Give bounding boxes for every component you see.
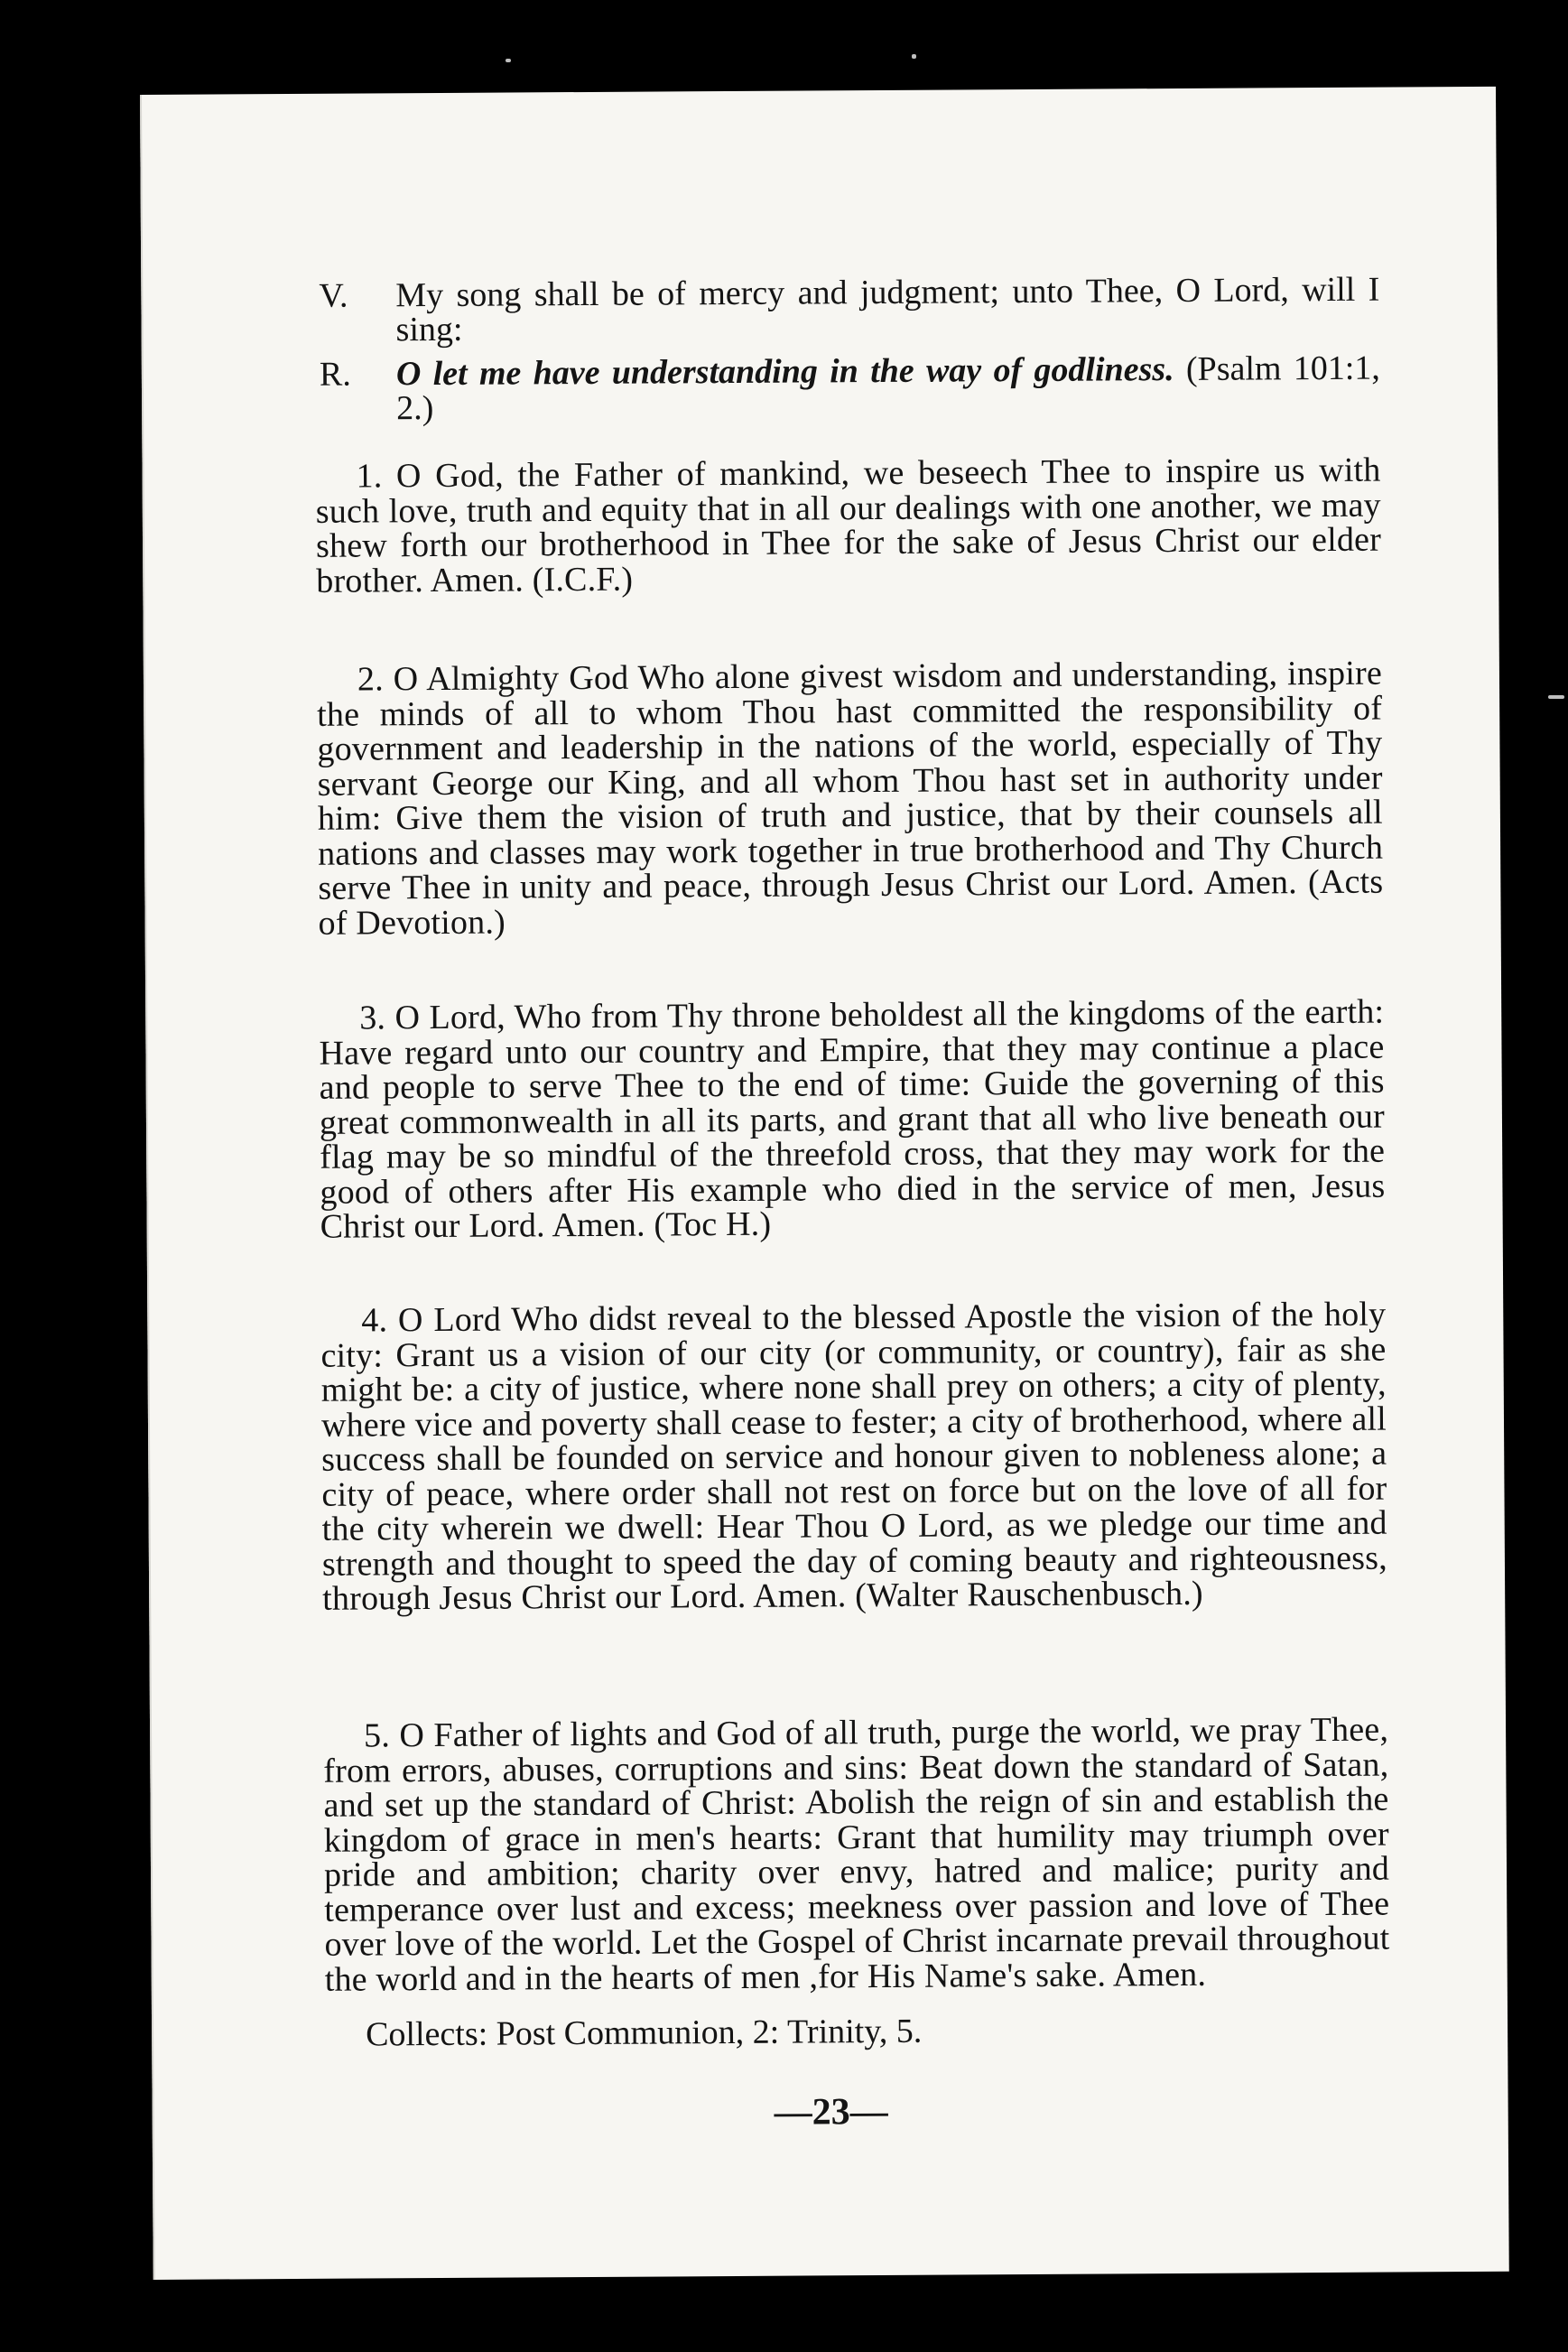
response-reference: (Psalm 101:1, 2.): [395, 349, 1381, 428]
prayer-1: 1. O God, the Father of mankind, we beseech Thee to inspire us with such love, truth and equity that in all our dealings with one another, we may shew forth our brotherhood in Thee for the sake of Jesus Christ our elder brother. Amen. (I.C.F.): [315, 451, 1382, 600]
response-text: O let me have understanding in the way of godliness.: [395, 350, 1174, 394]
prayer-3: 3. O Lord, Who from Thy throne beholdest all the kingdoms of the earth: Have regard unto our country and Empire, that they may continue a place and people to serve Thee to the end of time: Guide the governing of this great commonwealth in all its parts, and grant that all who live beneath our flag may be so mindful of the threefold cross, that they may work for the good of others after His example who died in the service of men, Jesus Christ our Lord. Amen. (Toc H.): [319, 992, 1386, 1246]
versicle: [319, 270, 1380, 349]
page-number: —23—: [774, 2090, 888, 2134]
collects-line: Collects: Post Communion, 2: Trinity, 5.: [366, 2012, 923, 2054]
response-mark: R.: [319, 355, 351, 394]
versicle-text: My song shall be of mercy and judgment; unto Thee, O Lord, will I sing:: [395, 270, 1380, 349]
response-body: [396, 351, 1380, 426]
response: [320, 351, 1380, 426]
prayer-5: 5. O Father of lights and God of all truth, purge the world, we pray Thee, from errors, abuses, corruptions and sins: Beat down the standard of Satan, and set up the standard of Christ: Abolish the reign of sin and establish the kingdom of grace in men's hearts: Grant that humility may triumph over pride and ambition; charity over envy, hatred and malice; purity and temperance over lust and excess; meekness over passion and love of Thee over love of the world. Let the Gospel of Christ incarnate prevail throughout the world and in the hearts of men ,for His Name's sake. Amen.: [323, 1710, 1390, 1999]
prayer-4: 4. O Lord Who didst reveal to the blessed Apostle the vision of the holy city: Grant us a vision of our city (or community, or country), fair as she might be: a city of justice, where none shall prey on others; a city of plenty, where vice and poverty shall cease to fester; a city of brotherhood, where all success shall be founded on service and honour given to nobleness alone; a city of peace, where order shall not rest on force but on the love of all for the city wherein we dwell: Hear Thou O Lord, as we pledge our time and strength and thought to speed the day of coming beauty and righteousness, through Jesus Christ our Lord. Amen. (Walter Rauschenbusch.): [320, 1295, 1388, 1618]
prayer-2: 2. O Almighty God Who alone givest wisdom and understanding, inspire the minds of all to whom Thou hast committed the responsibility of government and leadership in the nations of the world, especially of Thy servant George our King, and all whom Thou hast set in authority under him: Give them the vision of truth and justice, that by their counsels all nations and classes may work together in true brotherhood and Thy Church serve Thee in unity and peace, through Jesus Christ our Lord. Amen. (Acts of Devotion.): [317, 654, 1384, 943]
dust-speck: [1548, 695, 1564, 699]
dust-speck: [912, 54, 916, 59]
versicle-mark: V.: [319, 276, 348, 315]
dust-speck: [506, 59, 511, 62]
book-page: [140, 87, 1509, 2280]
